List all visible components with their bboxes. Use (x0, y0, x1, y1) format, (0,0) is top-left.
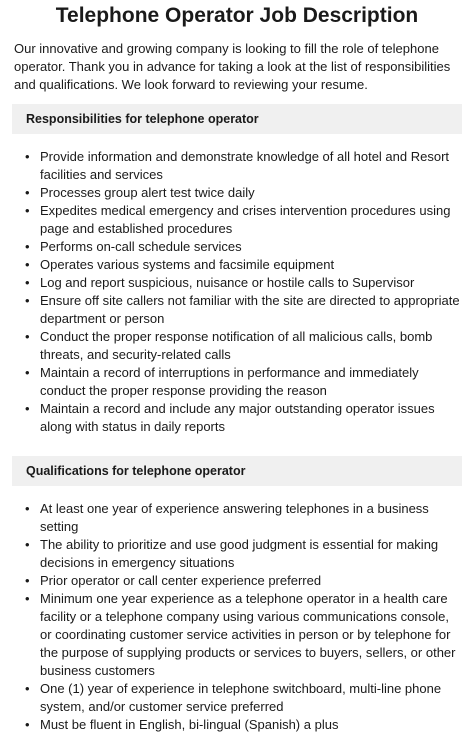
list-item: • Prior operator or call center experience preferred (12, 572, 462, 590)
list-item: • Expedites medical emergency and crises intervention procedures using page and established procedures (12, 202, 462, 238)
list-item: • Maintain a record and include any major outstanding operator issues along with status in daily reports (12, 400, 462, 436)
list-item: • One (1) year of experience in telephone switchboard, multi-line phone system, and/or customer service preferred (12, 680, 462, 716)
responsibilities-list (12, 148, 462, 436)
qualifications-list (12, 500, 462, 734)
list-item: • Ensure off site callers not familiar with the site are directed to appropriate department or person (12, 292, 462, 328)
list-item: • Minimum one year experience as a telephone operator in a health care facility or a telephone company using various communications console, or coordinating customer service activities in person or by telephone for the purpose of supplying products or services to buyers, sellers, or other business customers (12, 590, 462, 680)
list-item: • Must be fluent in English, bi-lingual (Spanish) a plus (12, 716, 462, 734)
intro-paragraph: Our innovative and growing company is looking to fill the role of telephone operator. Thank you in advance for taking a look at the list of responsibilities and qualifications. We look forward to reviewing your resume. (14, 41, 451, 92)
page-title: Telephone Operator Job Description (55, 4, 419, 27)
list-item: • At least one year of experience answering telephones in a business setting (12, 500, 462, 536)
list-item: • Log and report suspicious, nuisance or hostile calls to Supervisor (12, 274, 462, 292)
list-item: • Maintain a record of interruptions in performance and immediately conduct the proper response providing the reason (12, 364, 462, 400)
list-item: • The ability to prioritize and use good judgment is essential for making decisions in emergency situations (12, 536, 462, 572)
list-item: • Provide information and demonstrate knowledge of all hotel and Resort facilities and services (12, 148, 462, 184)
list-item: • Operates various systems and facsimile equipment (12, 256, 462, 274)
list-item: • Performs on-call schedule services (12, 238, 462, 256)
list-item: • Processes group alert test twice daily (12, 184, 462, 202)
responsibilities-header: Responsibilities for telephone operator (12, 104, 462, 134)
qualifications-header: Qualifications for telephone operator (12, 456, 462, 486)
list-item: • Conduct the proper response notification of all malicious calls, bomb threats, and security-related calls (12, 328, 462, 364)
